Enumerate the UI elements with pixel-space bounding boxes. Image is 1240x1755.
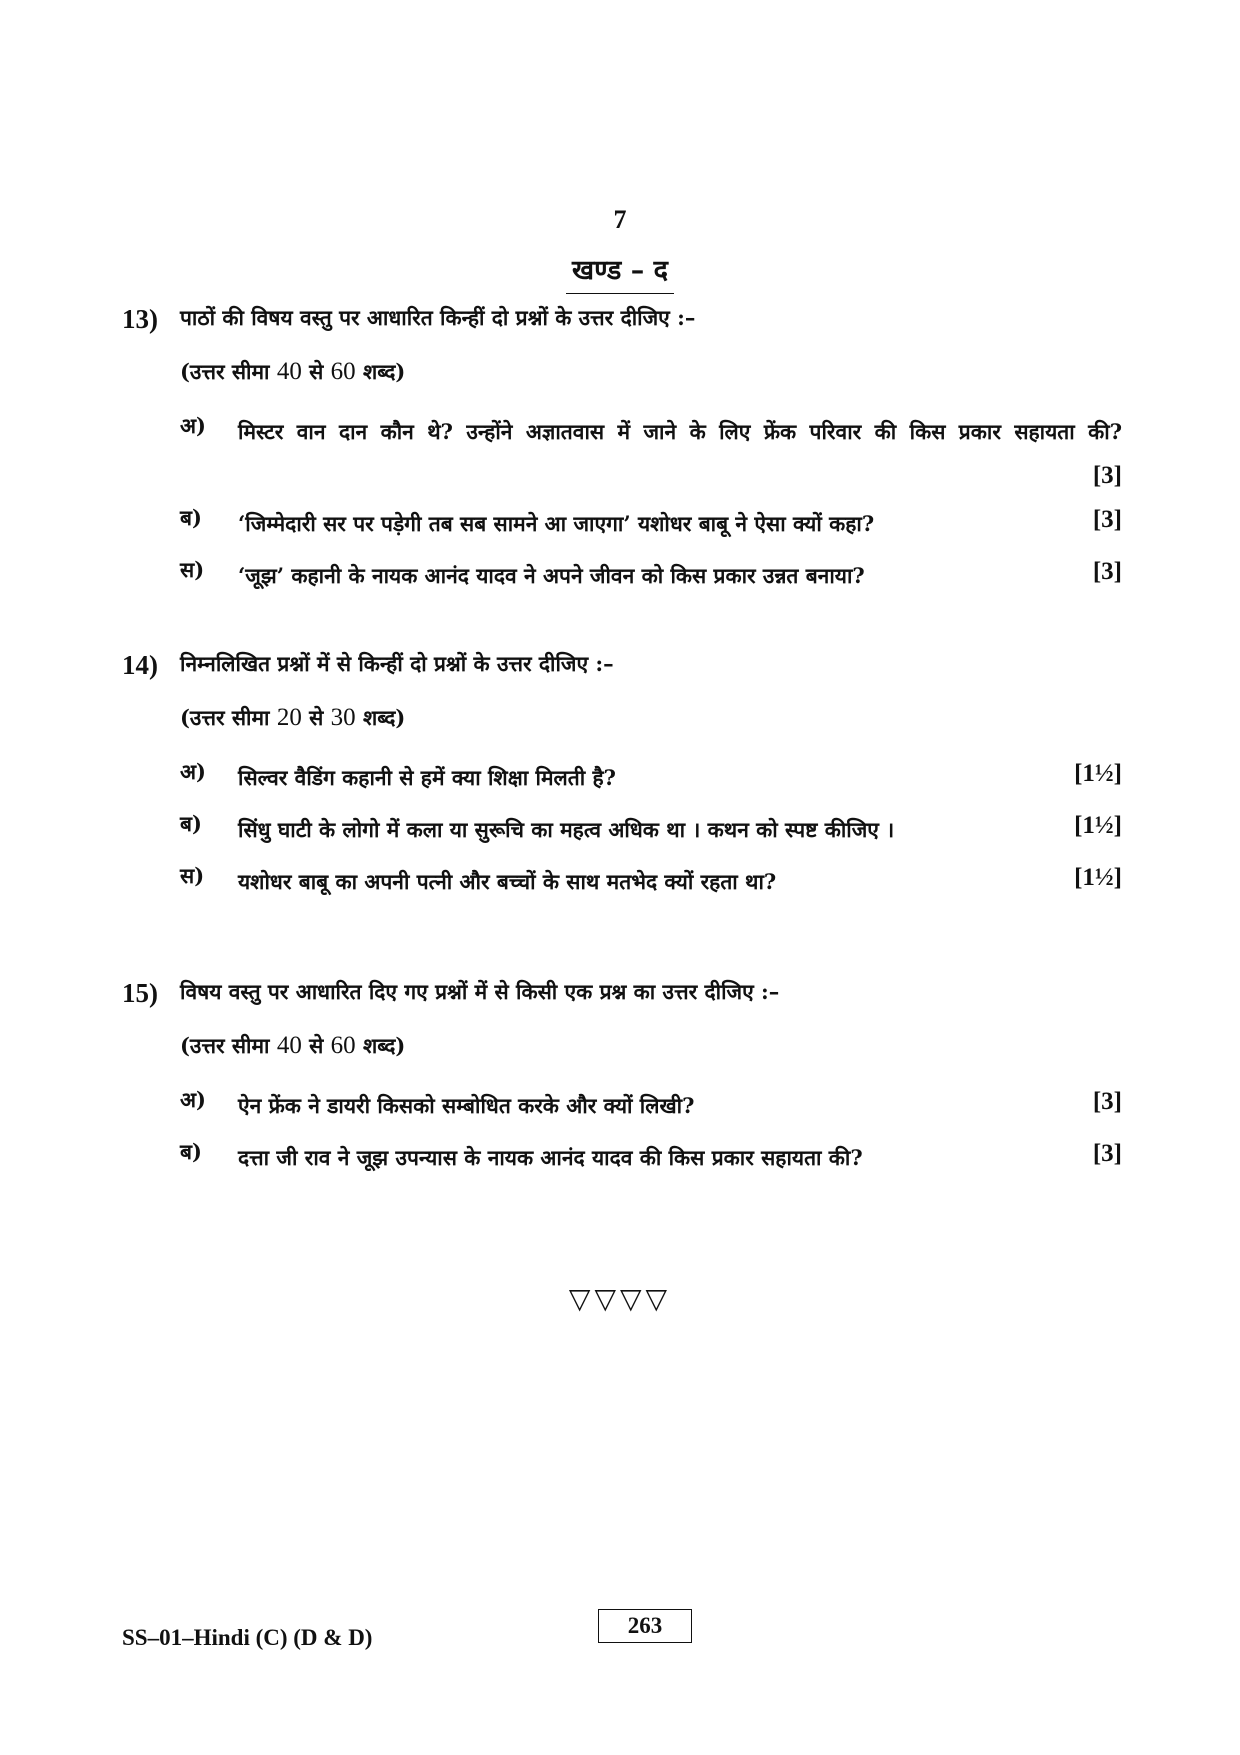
option-text: मिस्टर वान दान कौन थे? उन्होंने अज्ञातवास में जाने के लिए फ्रेंक परिवार की किस प्रकार सहायता की?	[238, 419, 1122, 444]
end-of-paper-marker: ▽▽▽▽	[568, 1282, 672, 1315]
footer-page-number: 263	[598, 1609, 692, 1643]
option-text: यशोधर बाबू का अपनी पत्नी और बच्चों के साथ मतभेद क्यों रहता था?	[238, 869, 777, 894]
marks: [3]	[1092, 462, 1122, 489]
word-limit: (उत्तर सीमा 40 से 60 शब्द)	[180, 1032, 406, 1059]
option-label: अ)	[180, 413, 206, 438]
question-13	[122, 304, 1122, 596]
page-number: 7	[613, 205, 627, 234]
option-label: अ)	[180, 759, 206, 784]
question-15	[122, 978, 1122, 1178]
option-c	[180, 862, 1122, 902]
section-title-text: खण्ड – द	[566, 250, 674, 294]
question-number: 15)	[122, 978, 158, 1008]
question-number: 13)	[122, 304, 158, 334]
question-14	[122, 650, 1122, 902]
option-label: ब)	[180, 811, 202, 836]
question-text: विषय वस्तु पर आधारित दिए गए प्रश्नों में से किसी एक प्रश्न का उत्तर दीजिए :–	[180, 979, 780, 1004]
marks: [1½]	[1074, 864, 1122, 891]
option-c	[180, 556, 1122, 596]
option-label: स)	[180, 557, 205, 582]
option-text: ऐन फ्रेंक ने डायरी किसको सम्बोधित करके और क्यों लिखी?	[238, 1093, 695, 1118]
option-b	[180, 1138, 1122, 1178]
question-text: निम्नलिखित प्रश्नों में से किन्हीं दो प्रश्नों के उत्तर दीजिए :–	[180, 651, 614, 676]
option-label: ब)	[180, 505, 202, 530]
question-text: पाठों की विषय वस्तु पर आधारित किन्हीं दो प्रश्नों के उत्तर दीजिए :–	[180, 305, 696, 330]
paper-code: SS–01–Hindi (C) (D & D)	[122, 1625, 373, 1650]
word-limit: (उत्तर सीमा 20 से 30 शब्द)	[180, 704, 406, 731]
section-title	[0, 250, 1240, 294]
option-label: अ)	[180, 1087, 206, 1112]
option-a	[180, 1086, 1122, 1126]
option-label: स)	[180, 863, 205, 888]
option-label: ब)	[180, 1139, 202, 1164]
word-limit: (उत्तर सीमा 40 से 60 शब्द)	[180, 358, 406, 385]
marks: [3]	[1092, 506, 1122, 533]
option-text: सिल्वर वैडिंग कहानी से हमें क्या शिक्षा मिलती है?	[238, 765, 616, 790]
marks: [3]	[1092, 1088, 1122, 1115]
question-number: 14)	[122, 650, 158, 680]
option-a	[180, 412, 1122, 492]
option-a	[180, 758, 1122, 798]
option-text: ‘जूझ’ कहानी के नायक आनंद यादव ने अपने जीवन को किस प्रकार उन्नत बनाया?	[238, 563, 865, 588]
marks: [3]	[1092, 558, 1122, 585]
marks: [3]	[1092, 1140, 1122, 1167]
option-text: सिंधु घाटी के लोगो में कला या सुरूचि का महत्व अधिक था । कथन को स्पष्ट कीजिए ।	[238, 817, 895, 842]
option-text: दत्ता जी राव ने जूझ उपन्यास के नायक आनंद यादव की किस प्रकार सहायता की?	[238, 1145, 863, 1170]
marks: [1½]	[1074, 812, 1122, 839]
option-b	[180, 810, 1122, 850]
marks: [1½]	[1074, 760, 1122, 787]
option-b	[180, 504, 1122, 544]
option-text: ‘जिम्मेदारी सर पर पड़ेगी तब सब सामने आ जाएगा’ यशोधर बाबू ने ऐसा क्यों कहा?	[238, 511, 875, 536]
